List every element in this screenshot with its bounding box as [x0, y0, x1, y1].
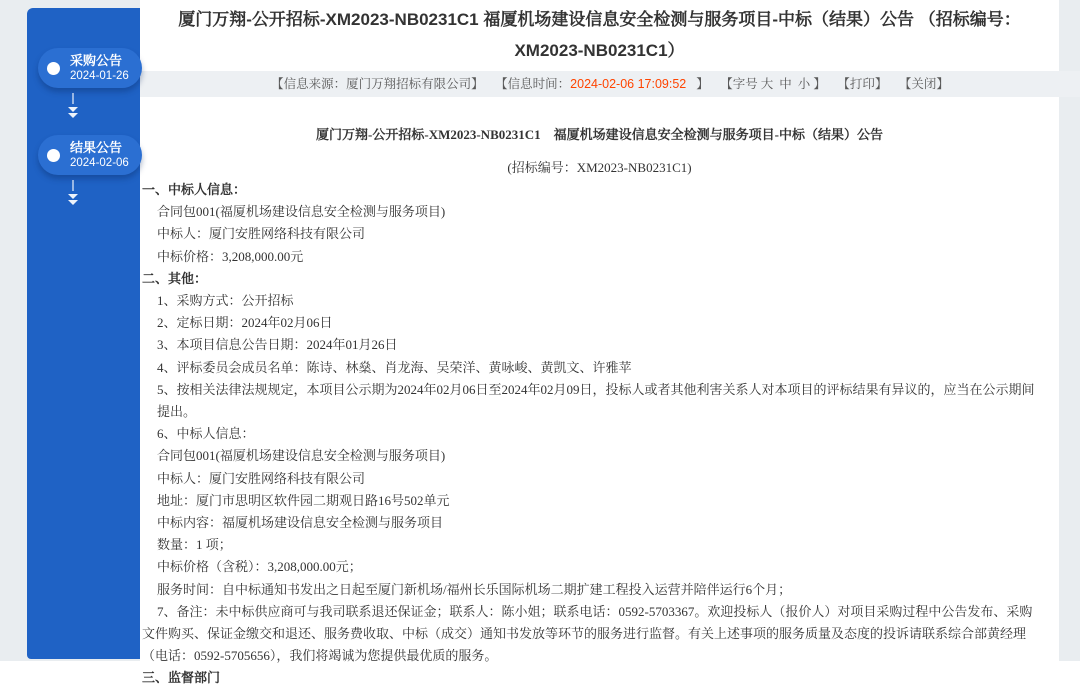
document-subtitle: (招标编号：XM2023-NB0231C1) — [507, 160, 692, 175]
doc-line: 三、监督部门 — [142, 670, 221, 686]
info-time — [495, 77, 709, 91]
info-time-value: 2024-02-06 17:09:52 — [570, 77, 687, 91]
doc-line: 中标价格（含税）：3,208,000.00元； — [157, 559, 362, 575]
font-size-prefix: 【字号 — [720, 77, 758, 91]
doc-line: 4、评标委员会成员名单：陈诗、林燊、肖龙海、吴荣洋、黄咏峻、黄凯文、许雅苹 — [157, 359, 632, 375]
doc-line: 2、定标日期：2024年02月06日 — [157, 315, 333, 331]
arrow-down-icon — [27, 93, 140, 118]
font-size-large-button[interactable]: 大 — [760, 77, 774, 91]
doc-line: 合同包001(福厦机场建设信息安全检测与服务项目) — [157, 204, 446, 220]
info-time-suffix: 】 — [696, 77, 709, 91]
doc-line: 3、本项目信息公告日期：2024年01月26日 — [157, 337, 398, 353]
sidebar-item-label: 采购公告 — [70, 53, 123, 68]
font-size-small-button[interactable]: 小 — [797, 77, 811, 91]
info-time-prefix: 【信息时间： — [495, 77, 571, 91]
doc-line: 服务时间：自中标通知书发出之日起至厦门新机场/福州长乐国际机场二期扩建工程投入运营并陪伴运行6个月； — [157, 581, 792, 597]
sidebar-item-date: 2024-01-26 — [70, 70, 129, 82]
doc-line: 中标人：厦门安胜网络科技有限公司 — [157, 226, 366, 242]
doc-line: 中标人：厦门安胜网络科技有限公司 — [157, 470, 366, 486]
document-title: 厦门万翔-公开招标-XM2023-NB0231C1 福厦机场建设信息安全检测与服务项目-中标（结果）公告 — [316, 127, 883, 142]
sidebar-item-procurement-notice[interactable] — [38, 48, 142, 88]
arrow-down-icon — [27, 180, 140, 205]
announcement-document — [140, 124, 1059, 690]
doc-line: 地址：厦门市思明区软件园二期观日路16号502单元 — [157, 492, 450, 508]
info-bar — [140, 71, 1080, 97]
doc-line: 一、中标人信息： — [142, 182, 247, 197]
doc-line: 7、备注：未中标供应商可与我司联系退还保证金；联系人：陈小姐；联系电话：0592-5703367。欢迎投标人（报价人）对项目采购过程中公告发布、采购文件购买、保证金缴交和退还、服务费收取、中标（成交）通知书发放等环节的服务进行监督。有关上述事项的服务质量及态度的投诉请联系综合部黄经理（电话：0592-5705656），我们将竭诚为您提供最优质的服务。 — [142, 603, 1033, 664]
sidebar-item-label: 结果公告 — [70, 140, 123, 155]
doc-line: 数量：1 项； — [157, 537, 232, 553]
page-title: 厦门万翔-公开招标-XM2023-NB0231C1 福厦机场建设信息安全检测与服务项目-中标（结果）公告 （招标编号：XM2023-NB0231C1） — [178, 10, 1021, 60]
info-source: 【信息来源：厦门万翔招标有限公司】 — [271, 77, 484, 91]
print-button[interactable]: 【打印】 — [837, 77, 888, 91]
close-button[interactable]: 【关闭】 — [898, 77, 949, 91]
sidebar-item-result-notice[interactable] — [38, 135, 142, 175]
doc-line: 1、采购方式：公开招标 — [157, 293, 294, 309]
doc-line: 5、按相关法律法规规定，本项目公示期为2024年02月06日至2024年02月09日，投标人或者其他利害关系人对本项目的评标结果有异议的，应当在公示期间提出。 — [157, 381, 1035, 420]
sidebar-item-date: 2024-02-06 — [70, 157, 129, 169]
doc-line: 6、中标人信息： — [157, 426, 255, 442]
timeline-dot-icon — [47, 62, 60, 75]
doc-line: 二、其他： — [142, 270, 208, 286]
document-body — [140, 179, 1059, 690]
font-size-control — [720, 77, 826, 91]
timeline-sidebar — [27, 8, 140, 659]
font-size-medium-button[interactable]: 中 — [779, 77, 792, 91]
font-size-suffix: 】 — [813, 77, 826, 91]
doc-line: 合同包001(福厦机场建设信息安全检测与服务项目) — [157, 448, 446, 464]
doc-line: 中标内容：福厦机场建设信息安全检测与服务项目 — [157, 515, 444, 531]
doc-line: 中标价格：3,208,000.00元 — [157, 248, 304, 264]
timeline-dot-icon — [47, 149, 60, 162]
content-area — [140, 0, 1059, 686]
